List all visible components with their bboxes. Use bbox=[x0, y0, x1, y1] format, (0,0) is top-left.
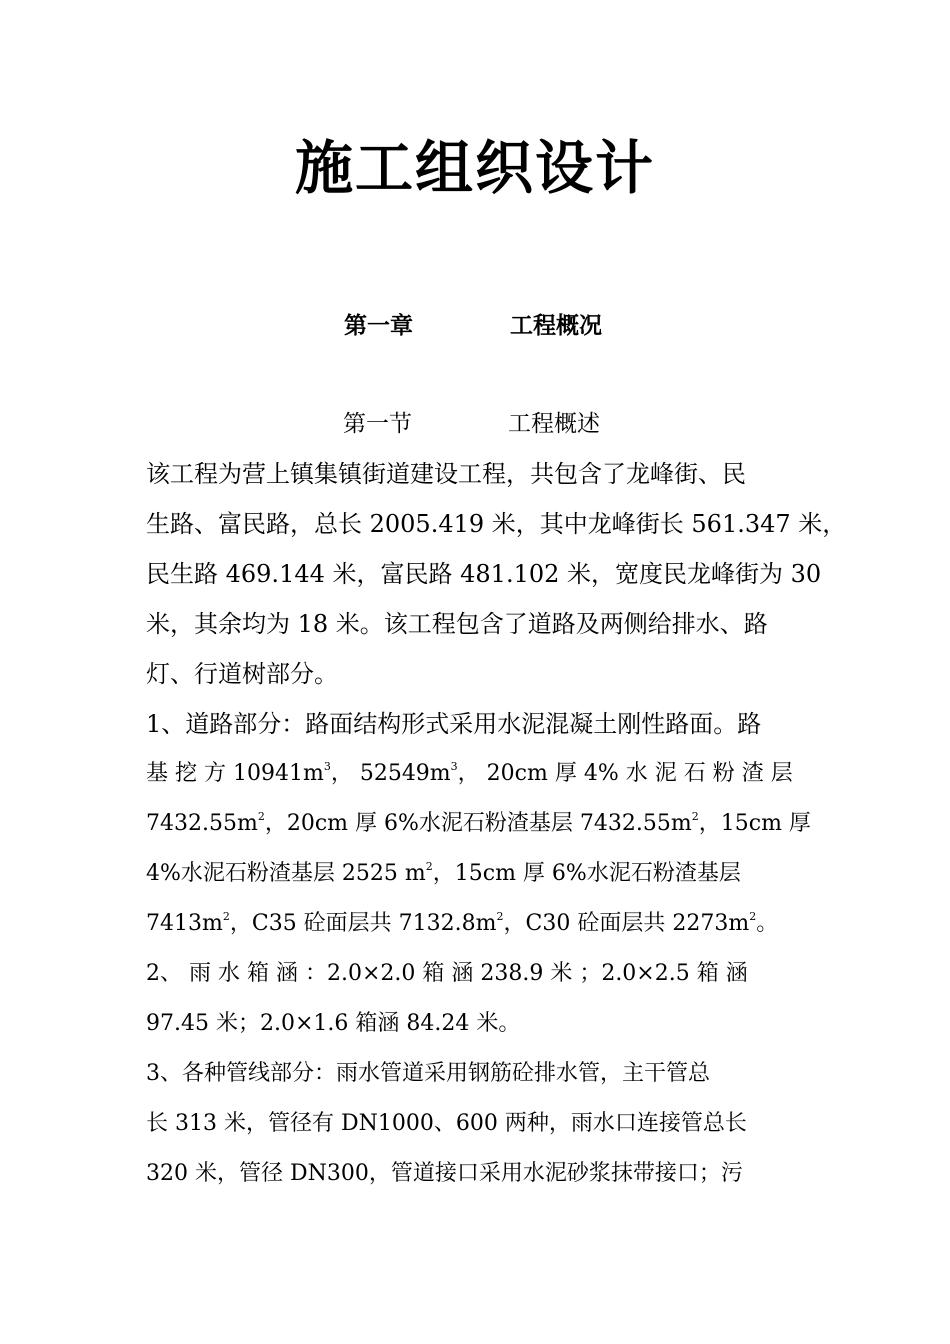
body-line bbox=[146, 906, 806, 942]
section-name: 工程概述 bbox=[508, 411, 600, 437]
text-run: 4%水泥石粉渣基层 2525 m bbox=[146, 861, 426, 886]
body-line: 该工程为营上镇集镇街道建设工程，共包含了龙峰街、民 bbox=[146, 460, 746, 488]
superscript: 2 bbox=[257, 810, 265, 823]
text-run: ，C35 砼面层共 7132.8m bbox=[229, 911, 497, 936]
superscript: 3 bbox=[323, 760, 331, 773]
chapter-name: 工程概况 bbox=[510, 312, 602, 339]
superscript: 3 bbox=[450, 760, 458, 773]
body-line: 3、各种管线部分：雨水管道采用钢筋砼排水管，主干管总 bbox=[146, 1061, 710, 1086]
text-run: ，20cm 厚 6%水泥石粉渣基层 7432.55m bbox=[264, 811, 692, 836]
superscript: 2 bbox=[691, 810, 699, 823]
superscript: 2 bbox=[222, 910, 230, 923]
text-run: ， 20cm 厚 4% 水 泥 石 粉 渣 层 bbox=[457, 761, 793, 786]
body-line bbox=[146, 856, 806, 892]
body-line: 米，其余均为 18 米。该工程包含了道路及两侧给排水、路 bbox=[146, 610, 768, 638]
text-run: ，15cm 厚 6%水泥石粉渣基层 bbox=[432, 861, 741, 886]
text-run: ，C30 砼面层共 2273m bbox=[503, 911, 750, 936]
body-line: 民生路 469.144 米，富民路 481.102 米，宽度民龙峰街为 30 bbox=[146, 560, 822, 588]
body-line: 生路、富民路，总长 2005.419 米，其中龙峰街长 561.347 米， bbox=[146, 510, 847, 538]
superscript: 2 bbox=[749, 910, 757, 923]
body-line: 2、 雨 水 箱 涵 ：2.0×2.0 箱 涵 238.9 米 ；2.0×2.5 箱 涵 bbox=[146, 961, 748, 986]
body-line: 97.45 米；2.0×1.6 箱涵 84.24 米。 bbox=[146, 1011, 521, 1036]
document-title: 施工组织设计 bbox=[294, 134, 655, 202]
chapter-number: 第一章 bbox=[344, 312, 413, 339]
text-run: 基 挖 方 10941m bbox=[146, 761, 324, 786]
body-line bbox=[146, 756, 806, 792]
section-number: 第一节 bbox=[343, 411, 412, 437]
text-run: 7413m bbox=[146, 911, 223, 936]
text-run: 7432.55m bbox=[146, 811, 258, 836]
body-line: 灯、行道树部分。 bbox=[146, 660, 338, 688]
superscript: 2 bbox=[425, 860, 433, 873]
body-line bbox=[146, 806, 811, 842]
body-line: 320 米，管径 DN300，管道接口采用水泥砂浆抹带接口；污 bbox=[146, 1161, 743, 1186]
text-run: ，15cm 厚 bbox=[698, 811, 811, 836]
superscript: 2 bbox=[496, 910, 504, 923]
body-line: 1、道路部分：路面结构形式采用水泥混凝土刚性路面。路 bbox=[146, 710, 762, 738]
text-run: 。 bbox=[756, 911, 779, 936]
body-line: 长 313 米，管径有 DN1000、600 两种，雨水口连接管总长 bbox=[146, 1111, 747, 1136]
text-run: ， 52549m bbox=[330, 761, 451, 786]
